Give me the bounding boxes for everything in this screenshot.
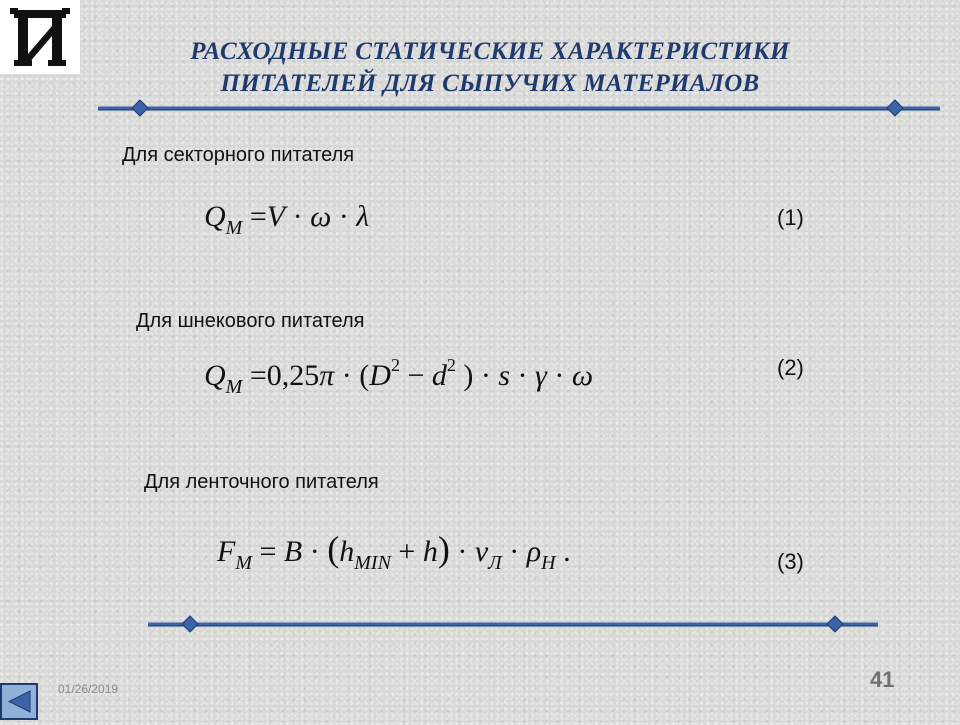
slide-date: 01/26/2019 [58,682,119,696]
page-number: 41 [870,667,895,692]
title-line-2: ПИТАТЕЛЕЙ ДЛЯ СЫПУЧИХ МАТЕРИАЛОВ [220,70,760,97]
formula-2-number: (2) [777,355,804,380]
formula-3: $F_M = B \cdot (h_{MIN} + h) \cdot \nu_Л \cdot \rho_Н$ . [217,529,571,574]
formula-2: $Q_M =0,25\pi \cdot (D^2 - d^2$ ) · s · γ · ω [204,355,594,398]
top-divider [96,98,942,118]
section-2-label: Для шнекового питателя [136,310,365,332]
bottom-divider [146,614,880,634]
nav-back-icon[interactable] [0,683,38,720]
formula-1-number: (1) [777,205,804,230]
formula-3-number: (3) [777,549,804,574]
section-1-label: Для секторного питателя [122,144,355,166]
university-logo-icon [0,0,80,74]
title-line-1: РАСХОДНЫЕ СТАТИЧЕСКИЕ ХАРАКТЕРИСТИКИ [190,38,790,65]
formula-1: $Q_M =V \cdot \omega \cdot \lambda$ [204,200,370,239]
section-3-label: Для ленточного питателя [144,471,379,493]
page-title [100,36,880,100]
